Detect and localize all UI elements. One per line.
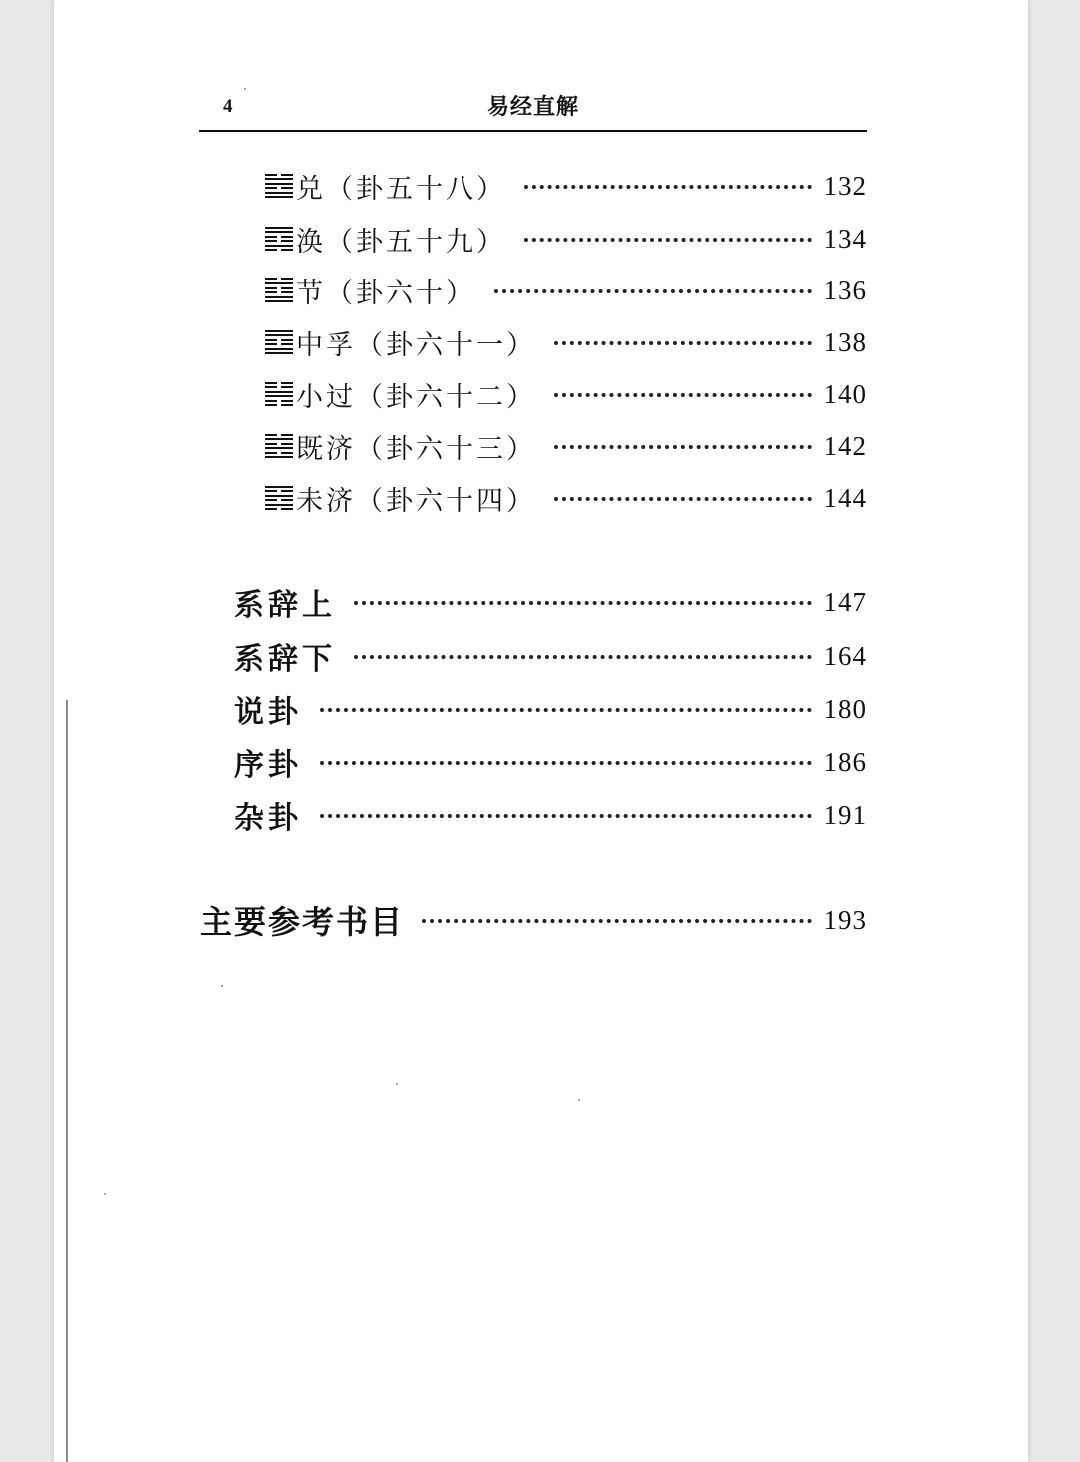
hexagram-number-label: （卦六十一） [356, 329, 536, 361]
hexagram-line-broken [281, 187, 293, 189]
toc-entry-commentary[interactable] [234, 636, 867, 676]
document-page [54, 0, 1028, 1462]
hexagram-59-huan-icon [265, 226, 293, 252]
hexagram-line-broken [281, 400, 293, 402]
hexagram-line-solid [265, 504, 293, 506]
hexagram-line-broken [281, 499, 293, 501]
toc-entry-hexagram[interactable] [265, 219, 867, 259]
hexagram-line-broken [281, 236, 293, 238]
toc-page-number: 142 [823, 430, 867, 461]
toc-entry-hexagram[interactable] [265, 374, 867, 414]
toc-entry-label: 说卦 [234, 695, 302, 730]
hexagram-line-solid [265, 231, 293, 233]
hexagram-63-jiji-icon [265, 433, 293, 459]
hexagram-line-broken [281, 386, 293, 388]
hexagram-name: 小过 [296, 381, 356, 413]
toc-entry-label [265, 427, 536, 466]
hexagram-line-solid [265, 178, 293, 180]
hexagram-line-broken [265, 174, 277, 176]
hexagram-line-broken [265, 452, 277, 454]
dot-leader [554, 341, 812, 345]
hexagram-line-broken [281, 382, 293, 384]
toc-entry-hexagram[interactable] [265, 426, 867, 466]
dot-leader [320, 708, 812, 712]
dot-leader [320, 761, 812, 765]
toc-page-number: 191 [823, 799, 867, 830]
hexagram-line-solid [265, 438, 293, 440]
hexagram-line-broken [281, 249, 293, 251]
dot-leader [554, 445, 812, 449]
hexagram-name: 既济 [296, 433, 356, 465]
toc-page-number: 134 [823, 223, 867, 254]
hexagram-number-label: （卦六十） [326, 277, 476, 309]
toc-entry-label: 序卦 [234, 748, 302, 783]
hexagram-line-broken [281, 443, 293, 445]
hexagram-line-solid [265, 447, 293, 449]
hexagram-line-broken [265, 240, 277, 242]
hexagram-60-jie-icon [265, 277, 293, 303]
hexagram-number-label: （卦六十四） [356, 485, 536, 517]
hexagram-line-broken [265, 499, 277, 501]
scan-speck [221, 985, 223, 987]
hexagram-line-solid [265, 348, 293, 350]
toc-entry-commentary[interactable] [234, 582, 867, 622]
toc-entry-hexagram[interactable] [265, 166, 867, 206]
toc-entry-label [265, 375, 536, 414]
hexagram-62-xiaoguo-icon [265, 381, 293, 407]
hexagram-line-broken [281, 452, 293, 454]
hexagram-line-broken [265, 278, 277, 280]
toc-entry-label: 主要参考书目 [200, 903, 405, 941]
hexagram-line-broken [265, 386, 277, 388]
hexagram-name: 节 [296, 277, 326, 309]
toc-page-number: 140 [823, 378, 867, 409]
toc-entry-label [265, 167, 506, 206]
dot-leader [422, 919, 811, 923]
hexagram-line-broken [265, 249, 277, 251]
toc-page-number: 138 [823, 326, 867, 357]
dot-leader [554, 393, 812, 397]
dot-leader [494, 289, 812, 293]
toc-page-number: 136 [823, 274, 867, 305]
hexagram-line-broken [265, 508, 277, 510]
toc-entry-commentary[interactable] [234, 742, 867, 782]
hexagram-64-weiji-icon [265, 485, 293, 511]
toc-entry-commentary[interactable] [234, 689, 867, 729]
book-title: 易经直解 [486, 94, 579, 120]
toc-page-number: 193 [823, 904, 867, 935]
hexagram-line-broken [265, 434, 277, 436]
running-header [199, 88, 867, 132]
hexagram-name: 兑 [296, 173, 326, 205]
hexagram-line-solid [265, 330, 293, 332]
toc-page-number: 144 [823, 482, 867, 513]
hexagram-name: 涣 [296, 226, 326, 258]
hexagram-line-broken [265, 443, 277, 445]
hexagram-61-zhongfu-icon [265, 329, 293, 355]
scan-speck [396, 1083, 398, 1085]
hexagram-line-solid [265, 196, 293, 198]
scan-speck [578, 1099, 580, 1101]
hexagram-line-solid [265, 300, 293, 302]
hexagram-58-dui-icon [265, 173, 293, 199]
hexagram-line-broken [281, 174, 293, 176]
toc-entry-label: 杂卦 [234, 801, 302, 836]
hexagram-line-broken [265, 339, 277, 341]
scan-speck [244, 88, 246, 90]
hexagram-line-broken [281, 240, 293, 242]
hexagram-line-broken [265, 404, 277, 406]
hexagram-line-solid [265, 395, 293, 397]
hexagram-line-broken [281, 339, 293, 341]
toc-page-number: 164 [823, 640, 867, 671]
hexagram-line-solid [265, 352, 293, 354]
hexagram-line-solid [265, 334, 293, 336]
page-edge-line [66, 700, 68, 1462]
dot-leader [354, 655, 812, 659]
toc-entry-label [265, 479, 536, 518]
hexagram-line-solid [265, 183, 293, 185]
hexagram-line-solid [265, 227, 293, 229]
hexagram-line-broken [265, 291, 277, 293]
dot-leader [354, 601, 812, 605]
hexagram-name: 未济 [296, 485, 356, 517]
hexagram-line-solid [265, 486, 293, 488]
hexagram-line-solid [265, 456, 293, 458]
dot-leader [554, 497, 812, 501]
toc-entry-commentary[interactable] [234, 795, 867, 835]
toc-entry-label: 系辞下 [234, 642, 336, 677]
toc-entry-label [265, 271, 476, 310]
hexagram-line-broken [265, 490, 277, 492]
hexagram-line-solid [265, 495, 293, 497]
scan-speck [104, 1193, 106, 1195]
hexagram-line-broken [265, 287, 277, 289]
dot-leader [320, 814, 812, 818]
toc-page-number: 147 [823, 586, 867, 617]
hexagram-number-label: （卦五十九） [326, 226, 506, 258]
hexagram-number-label: （卦六十二） [356, 381, 536, 413]
hexagram-line-broken [281, 434, 293, 436]
toc-page-number: 180 [823, 693, 867, 724]
hexagram-number-label: （卦六十三） [356, 433, 536, 465]
toc-page-number: 186 [823, 746, 867, 777]
hexagram-line-solid [265, 296, 293, 298]
hexagram-number-label: （卦五十八） [326, 173, 506, 205]
hexagram-line-solid [265, 192, 293, 194]
hexagram-line-broken [265, 343, 277, 345]
hexagram-line-broken [281, 287, 293, 289]
toc-page-number: 132 [823, 170, 867, 201]
toc-entry-label [265, 220, 506, 259]
toc-entry-hexagram[interactable] [265, 478, 867, 518]
hexagram-line-broken [281, 490, 293, 492]
hexagram-line-broken [265, 236, 277, 238]
toc-entry-label: 系辞上 [234, 588, 336, 623]
dot-leader [524, 185, 812, 189]
hexagram-line-broken [265, 400, 277, 402]
hexagram-line-broken [265, 187, 277, 189]
toc-entry-hexagram[interactable] [265, 270, 867, 310]
page-number: 4 [223, 96, 233, 117]
hexagram-line-solid [265, 282, 293, 284]
hexagram-line-broken [281, 508, 293, 510]
hexagram-line-broken [265, 382, 277, 384]
hexagram-line-solid [265, 391, 293, 393]
toc-entry-bibliography[interactable] [200, 900, 867, 940]
hexagram-line-broken [281, 404, 293, 406]
hexagram-line-broken [281, 343, 293, 345]
hexagram-line-solid [265, 245, 293, 247]
toc-entry-hexagram[interactable] [265, 322, 867, 362]
dot-leader [524, 238, 812, 242]
hexagram-line-broken [281, 278, 293, 280]
hexagram-name: 中孚 [296, 329, 356, 361]
hexagram-line-broken [281, 291, 293, 293]
toc-entry-label [265, 323, 536, 362]
